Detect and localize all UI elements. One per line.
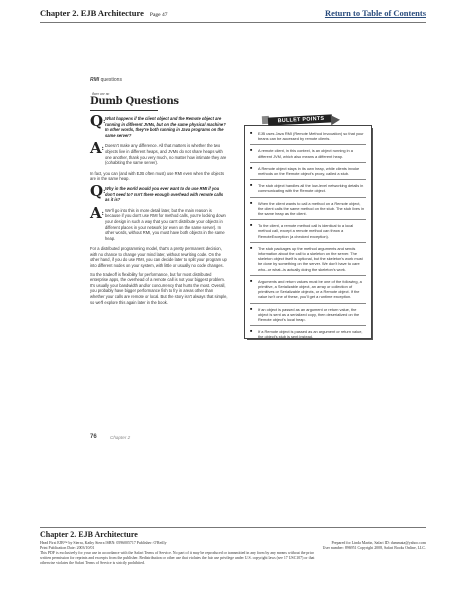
answer-paragraph: In fact, you can (and with EJB often must) use RMI even when the objects are in the same heap.	[90, 170, 225, 182]
section-questions: questions	[100, 77, 122, 83]
bullet-box-title: BULLET POINTS	[277, 115, 325, 125]
answer-paragraph: We'll go into this in more detail later, but the main reason is because if you don't use RMI for method calls, you're locking down your design in such a way that you can't distribute your objects in different places in your network (or even on the same server). In other words, without RMI, you must have both objects in the same heap.	[105, 207, 226, 241]
header-page: Page 47	[149, 12, 168, 18]
bullet-item: ■ The stub packages up the method arguments and sends information about the call to a skeleton on the server. The skeleton object itself is optional, but the skeleton's work must be done by something on the server. We don't have to care who--or what--is actually doing the skeleton's work.	[250, 246, 366, 276]
bullet-item: ■ To the client, a remote method call is identical to a local method call, except a remote method can throw a RemoteException (a checked exception).	[250, 223, 366, 243]
page-header	[40, 8, 426, 22]
question-2	[90, 181, 228, 203]
answer-paragraph: Doesn't make any difference. All that matters is whether the two objects live in different heaps, and JVMs do not share heaps with one another, thank you very much, no matter how intimate they are (cohabiting the same server).	[105, 143, 227, 166]
footer-legal-3: otherwise violates the Safari Terms of Service is strictly prohibited.	[40, 561, 145, 565]
bullet-item: ■ Arguments and return values must be one of the following, a primitive, a Serializable object, an array or collection of primitives or Serializable objects, or a Remote object. If the value isn't one of these, you'll get a runtime exception.	[250, 279, 366, 304]
footer-user-number: User number: 896951 Copyright 2008, Safari Books Online, LLC.	[322, 546, 426, 550]
a-mark: A:	[90, 203, 104, 222]
a-mark: A:	[90, 139, 104, 158]
header-chapter-text: Chapter 2. EJB Architecture	[40, 8, 144, 18]
q-mark: Q:	[90, 112, 106, 130]
q-mark: Q:	[90, 181, 106, 200]
question-text: Why in the world would you ever want to do use RMI if you don't need to? Isn't there enough overhead with remote calls as it is?	[105, 185, 224, 203]
bullet-item: ■ A remote client, in this context, is an object running in a different JVM, which also means a different heap.	[250, 148, 366, 162]
footer-legal-1: This PDF is exclusively for your use in accordance with the Safari Terms of Service. No part of it may be reproduced or transmitted in any form by any means without the prior	[40, 551, 314, 555]
footer-prepared-for: Prepared for Linda Martin, Safari ID: dummata@yahoo.com	[331, 541, 426, 545]
bullet-item: ■ If a Remote object is passed as an argument or return value, the object's stub is sent instead.	[250, 329, 366, 342]
section-label	[90, 77, 122, 83]
qa-column	[90, 112, 228, 308]
dumb-line1: there are no	[92, 92, 110, 96]
answer-paragraph: For a distributed programming model, that's a pretty permanent decision, with no chance to change your mind later, without rewriting code. On the other hand, if you do use RMI, you can decide later to split your program up into different nodes on your system, with little or usually no code changes.	[90, 246, 227, 269]
bullet-item: ■ When the client wants to call a method on a Remote object, the client calls the same method on the stub. The stub lives in the same heap as the client.	[250, 201, 366, 221]
book-page-chapter: Chapter 2	[110, 435, 131, 440]
dumb-line2: Dumb Questions	[90, 96, 179, 107]
question-text: What happens if the client object and the Remote object are running in different JVMs, but on the same physical machine? In other words, they're both running in Java programs on the same server?	[105, 116, 226, 138]
bullet-points-pencil	[262, 113, 342, 127]
footer-title: Chapter 2. EJB Architecture	[40, 530, 138, 539]
footer-book-info: Head First EJB™ by Sierra, Kathy Sierra ISBN: 0596005717 Publisher: O'Reilly	[40, 541, 167, 545]
footer-divider	[40, 527, 426, 528]
dumb-questions-logo	[90, 92, 179, 114]
bullet-item: ■ If an object is passed as an argument or return value, the object is sent as a serialized copy, then deserialized on the Remote object's local heap.	[250, 307, 366, 327]
answer-2	[90, 203, 228, 242]
answer-paragraph: So the tradeoff is flexibility for performance, but for most distributed enterprise apps, the overhead of a remote call is not your biggest problem. It's usually your bandwidth and/or concurrency that hurts the most. Overall, you probably have bigger performance fish to fry in areas other than whether your calls are remote or local. But the story isn't always that simple, so we'll explore this again later in the book.	[90, 271, 228, 305]
bullet-item: ■ A Remote object stays in its own heap, while clients invoke methods on the Remote object's proxy, called a stub.	[250, 166, 366, 180]
section-rmi: RMI	[90, 77, 100, 83]
dumb-underline	[90, 110, 158, 111]
bullet-list	[250, 131, 366, 346]
header-divider	[40, 22, 426, 23]
return-to-toc-link[interactable]: Return to Table of Contents	[324, 8, 426, 18]
question-1	[90, 112, 228, 138]
footer-pub-date: Print Publication Date: 2003/10/01	[40, 546, 95, 550]
bullet-item: ■ EJB uses Java RMI (Remote Method Invocation) so that your beans can be accessed by remote clients.	[250, 131, 366, 145]
footer-legal-2: written permission for reprints and excerpts from the publisher. Redistribution or other use that violates the fair use privilege under U.S. copyright laws (see 17 USC107) or that	[40, 556, 315, 560]
pencil-tip-icon	[331, 115, 341, 125]
header-chapter	[40, 8, 167, 18]
bullet-item: ■ The stub object handles all the low-level networking details in communicating with the Remote object.	[250, 183, 366, 197]
answer-1	[90, 139, 228, 166]
book-page-number: 76	[90, 434, 97, 440]
